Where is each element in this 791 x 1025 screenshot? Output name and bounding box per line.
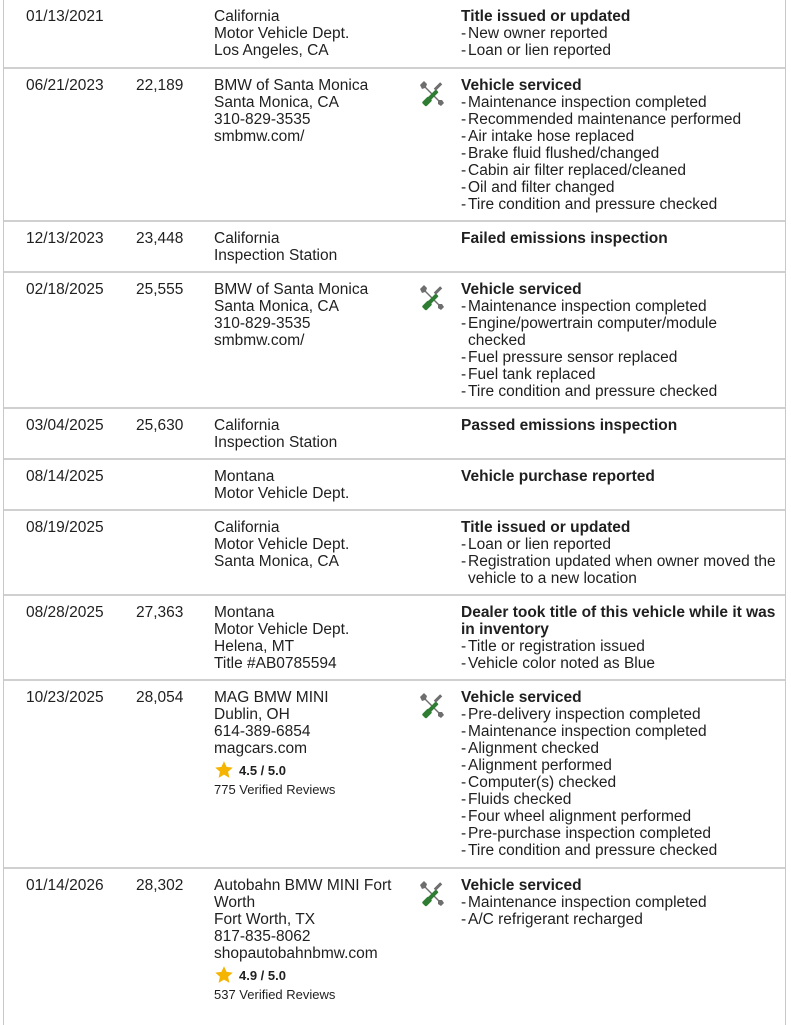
record-comments — [461, 230, 779, 247]
record-comments — [461, 468, 779, 485]
comment-item: - New owner reported — [461, 25, 608, 42]
record-heading: Title issued or updated — [461, 8, 631, 25]
history-record — [4, 222, 785, 273]
comment-item: - Maintenance inspection completed — [461, 894, 707, 911]
phone-link[interactable]: 817-835-8062 — [214, 928, 311, 945]
history-record — [4, 0, 785, 69]
dealer-name-link[interactable]: MAG BMW MINI — [214, 689, 329, 706]
record-comments — [461, 689, 779, 859]
comment-item: - Engine/powertrain computer/module checked — [461, 315, 717, 349]
comment-item: - Recommended maintenance performed — [461, 111, 742, 128]
star-icon — [214, 965, 234, 985]
record-mileage: 22,189 — [136, 77, 184, 94]
source-line: BMW of Santa Monica — [214, 77, 369, 94]
record-mileage: 25,630 — [136, 417, 184, 434]
record-mileage: 23,448 — [136, 230, 184, 247]
comment-item: - Vehicle color noted as Blue — [461, 655, 655, 672]
source-line: Motor Vehicle Dept. — [214, 621, 350, 638]
history-record — [4, 460, 785, 511]
source-line: Santa Monica, CA — [214, 298, 339, 315]
vehicle-history-records — [3, 0, 786, 1025]
dealer-rating[interactable] — [214, 760, 414, 780]
record-mileage: 28,302 — [136, 877, 184, 894]
record-comments — [461, 417, 779, 434]
rating-value: 4.9 / 5.0 — [239, 967, 286, 983]
title-number: Title #AB0785594 — [214, 655, 337, 672]
record-date: 08/19/2025 — [26, 519, 104, 536]
source-line: Dublin, OH — [214, 706, 290, 723]
record-source — [214, 230, 414, 264]
comment-item: - Alignment checked — [461, 740, 599, 757]
source-line: Los Angeles, CA — [214, 42, 329, 59]
record-heading: Failed emissions inspection — [461, 230, 668, 247]
source-line: Montana — [214, 468, 275, 485]
record-date: 08/14/2025 — [26, 468, 104, 485]
record-heading: Dealer took title of this vehicle while it was in inventory — [461, 604, 776, 638]
phone-link[interactable]: 614-389-6854 — [214, 723, 311, 740]
star-icon — [214, 760, 234, 780]
comment-item: - Brake fluid flushed/changed — [461, 145, 660, 162]
record-heading: Vehicle serviced — [461, 877, 582, 894]
record-source — [214, 8, 414, 59]
comment-item: - Fuel pressure sensor replaced — [461, 349, 678, 366]
record-date: 01/14/2026 — [26, 877, 104, 894]
record-comments — [461, 281, 779, 400]
comment-item: - A/C refrigerant recharged — [461, 911, 643, 928]
record-heading: Vehicle serviced — [461, 689, 582, 706]
history-record — [4, 409, 785, 460]
source-line: BMW of Santa Monica — [214, 281, 369, 298]
history-record — [4, 869, 785, 1025]
source-line: Fort Worth, TX — [214, 911, 316, 928]
record-mileage: 25,555 — [136, 281, 184, 298]
website-link[interactable]: magcars.com — [214, 740, 308, 757]
record-comments — [461, 519, 779, 587]
history-record — [4, 69, 785, 222]
comment-item: - Tire condition and pressure checked — [461, 383, 718, 400]
website-link[interactable]: shopautobahnbmw.com — [214, 945, 378, 962]
source-line: Inspection Station — [214, 247, 338, 264]
record-source — [214, 519, 414, 570]
verified-reviews-link[interactable]: 775 Verified Reviews — [214, 782, 336, 797]
source-line: Santa Monica, CA — [214, 94, 339, 111]
verified-reviews-link[interactable]: 537 Verified Reviews — [214, 987, 336, 1002]
source-line: California — [214, 417, 280, 434]
phone-link[interactable]: 310-829-3535 — [214, 315, 311, 332]
record-comments — [461, 8, 779, 59]
comment-item: - Pre-delivery inspection completed — [461, 706, 701, 723]
record-date: 01/13/2021 — [26, 8, 104, 25]
record-heading: Vehicle purchase reported — [461, 468, 655, 485]
record-comments — [461, 604, 779, 672]
comment-item: - Computer(s) checked — [461, 774, 617, 791]
website-link[interactable]: smbmw.com/ — [214, 332, 305, 349]
source-line: California — [214, 519, 280, 536]
source-line: Helena, MT — [214, 638, 295, 655]
comment-item: - Maintenance inspection completed — [461, 298, 707, 315]
comment-item: - Fuel tank replaced — [461, 366, 596, 383]
record-source — [214, 604, 414, 672]
record-date: 10/23/2025 — [26, 689, 104, 706]
record-source — [214, 468, 414, 502]
comment-item: - Registration updated when owner moved the vehicle to a new location — [461, 553, 776, 587]
comment-item: - Title or registration issued — [461, 638, 645, 655]
record-date: 08/28/2025 — [26, 604, 104, 621]
comment-item: - Alignment performed — [461, 757, 612, 774]
rating-value: 4.5 / 5.0 — [239, 762, 286, 778]
record-date: 12/13/2023 — [26, 230, 104, 247]
wrench-screwdriver-icon — [417, 283, 445, 311]
history-record — [4, 596, 785, 681]
record-heading: Passed emissions inspection — [461, 417, 678, 434]
record-source — [214, 417, 414, 451]
comment-item: - Loan or lien reported — [461, 42, 612, 59]
record-mileage: 28,054 — [136, 689, 184, 706]
record-source — [214, 877, 414, 1003]
record-comments — [461, 877, 779, 928]
comment-item: - Oil and filter changed — [461, 179, 615, 196]
comment-item: - Tire condition and pressure checked — [461, 842, 718, 859]
record-date: 02/18/2025 — [26, 281, 104, 298]
source-line: California — [214, 230, 280, 247]
comment-item: - Loan or lien reported — [461, 536, 612, 553]
record-comments — [461, 77, 779, 213]
record-heading: Title issued or updated — [461, 519, 631, 536]
comment-item: - Fluids checked — [461, 791, 572, 808]
wrench-screwdriver-icon — [417, 879, 445, 907]
source-line: Motor Vehicle Dept. — [214, 25, 350, 42]
record-date: 06/21/2023 — [26, 77, 104, 94]
comment-item: - Pre-purchase inspection completed — [461, 825, 711, 842]
phone-link[interactable]: 310-829-3535 — [214, 111, 311, 128]
comment-item: - Maintenance inspection completed — [461, 723, 707, 740]
record-source — [214, 689, 414, 798]
record-date: 03/04/2025 — [26, 417, 104, 434]
wrench-screwdriver-icon — [417, 79, 445, 107]
dealer-rating[interactable] — [214, 965, 414, 985]
comment-item: - Tire condition and pressure checked — [461, 196, 718, 213]
source-line: California — [214, 8, 280, 25]
comment-item: - Maintenance inspection completed — [461, 94, 707, 111]
comment-item: - Four wheel alignment performed — [461, 808, 692, 825]
record-heading: Vehicle serviced — [461, 281, 582, 298]
source-line: Santa Monica, CA — [214, 553, 339, 570]
record-source — [214, 77, 414, 145]
history-record — [4, 681, 785, 869]
source-line: Motor Vehicle Dept. — [214, 485, 350, 502]
history-record — [4, 511, 785, 596]
history-record — [4, 273, 785, 409]
record-heading: Vehicle serviced — [461, 77, 582, 94]
dealer-name-link[interactable]: Autobahn BMW MINI Fort Worth — [214, 877, 392, 911]
source-line: Inspection Station — [214, 434, 338, 451]
comment-item: - Cabin air filter replaced/cleaned — [461, 162, 686, 179]
wrench-screwdriver-icon — [417, 691, 445, 719]
record-mileage: 27,363 — [136, 604, 184, 621]
source-line: Montana — [214, 604, 275, 621]
comment-item: - Air intake hose replaced — [461, 128, 635, 145]
website-link[interactable]: smbmw.com/ — [214, 128, 305, 145]
source-line: Motor Vehicle Dept. — [214, 536, 350, 553]
record-source — [214, 281, 414, 349]
